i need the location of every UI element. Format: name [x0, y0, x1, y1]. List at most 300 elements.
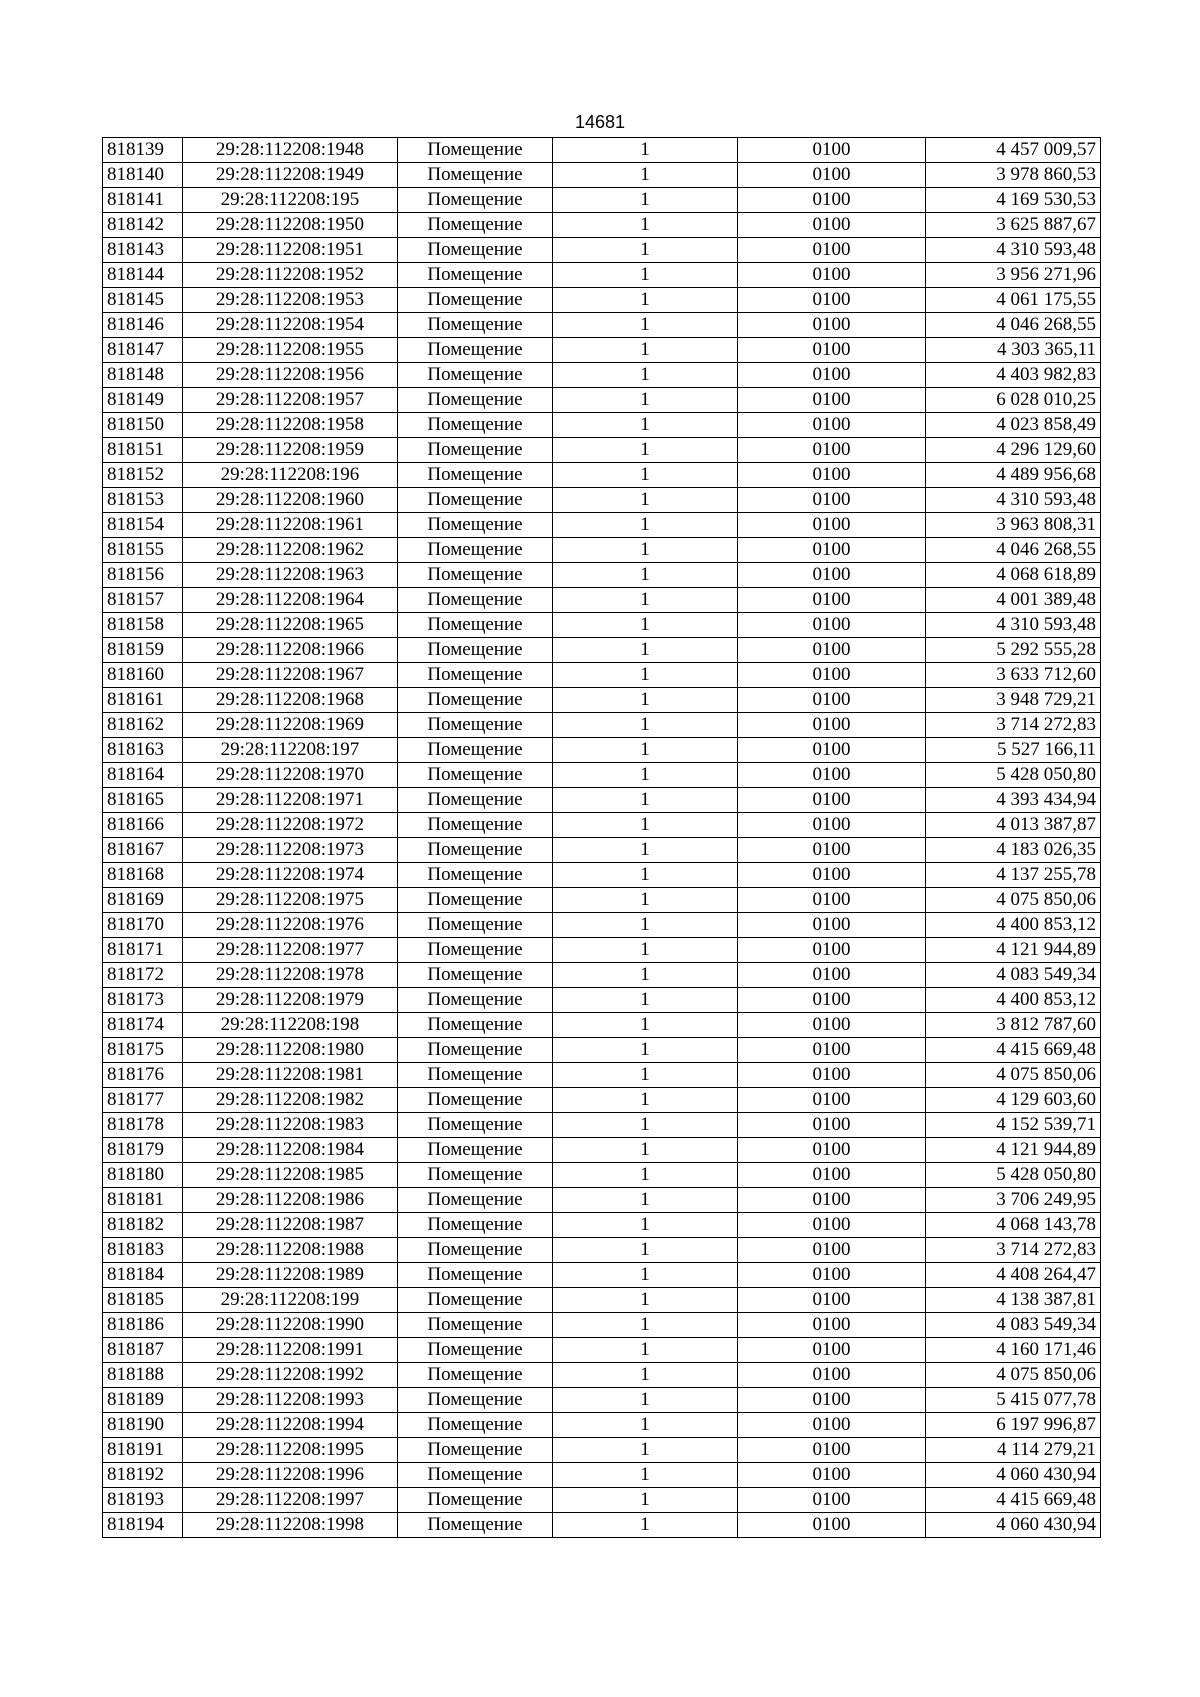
cadastral-number-cell: 29:28:112208:1970: [183, 763, 398, 788]
code-cell: 0100: [738, 813, 926, 838]
cadastral-value-cell: 4 068 618,89: [926, 563, 1101, 588]
table-row: [103, 1413, 1101, 1438]
object-type-cell: Помещение: [398, 1238, 553, 1263]
quantity-cell: 1: [553, 663, 738, 688]
code-cell: 0100: [738, 1163, 926, 1188]
row-number-cell: 818188: [103, 1363, 183, 1388]
quantity-cell: 1: [553, 1088, 738, 1113]
table-row: [103, 1438, 1101, 1463]
object-type-cell: Помещение: [398, 1488, 553, 1513]
object-type-cell: Помещение: [398, 1513, 553, 1538]
cadastral-number-cell: 29:28:112208:1953: [183, 288, 398, 313]
code-cell: 0100: [738, 838, 926, 863]
code-cell: 0100: [738, 313, 926, 338]
code-cell: 0100: [738, 1513, 926, 1538]
object-type-cell: Помещение: [398, 1163, 553, 1188]
row-number-cell: 818147: [103, 338, 183, 363]
cadastral-number-cell: 29:28:112208:1978: [183, 963, 398, 988]
cadastral-value-cell: 3 714 272,83: [926, 713, 1101, 738]
row-number-cell: 818187: [103, 1338, 183, 1363]
code-cell: 0100: [738, 263, 926, 288]
object-type-cell: Помещение: [398, 613, 553, 638]
cadastral-value-cell: 4 129 603,60: [926, 1088, 1101, 1113]
quantity-cell: 1: [553, 688, 738, 713]
quantity-cell: 1: [553, 1138, 738, 1163]
table-row: [103, 813, 1101, 838]
row-number-cell: 818164: [103, 763, 183, 788]
cadastral-value-cell: 5 415 077,78: [926, 1388, 1101, 1413]
table-row: [103, 938, 1101, 963]
table-row: [103, 1213, 1101, 1238]
code-cell: 0100: [738, 638, 926, 663]
table-row: [103, 613, 1101, 638]
code-cell: 0100: [738, 1288, 926, 1313]
quantity-cell: 1: [553, 1038, 738, 1063]
table-row: [103, 788, 1101, 813]
cadastral-value-cell: 3 706 249,95: [926, 1188, 1101, 1213]
table-row: [103, 963, 1101, 988]
code-cell: 0100: [738, 663, 926, 688]
table-row: [103, 213, 1101, 238]
cadastral-number-cell: 29:28:112208:195: [183, 188, 398, 213]
cadastral-number-cell: 29:28:112208:1957: [183, 388, 398, 413]
cadastral-number-cell: 29:28:112208:1979: [183, 988, 398, 1013]
cadastral-value-cell: 5 292 555,28: [926, 638, 1101, 663]
cadastral-number-cell: 29:28:112208:1983: [183, 1113, 398, 1138]
cadastral-number-cell: 29:28:112208:1996: [183, 1463, 398, 1488]
cadastral-number-cell: 29:28:112208:1991: [183, 1338, 398, 1363]
cadastral-number-cell: 29:28:112208:1963: [183, 563, 398, 588]
cadastral-value-cell: 4 152 539,71: [926, 1113, 1101, 1138]
row-number-cell: 818190: [103, 1413, 183, 1438]
row-number-cell: 818152: [103, 463, 183, 488]
cadastral-value-cell: 4 457 009,57: [926, 138, 1101, 163]
object-type-cell: Помещение: [398, 1138, 553, 1163]
code-cell: 0100: [738, 388, 926, 413]
object-type-cell: Помещение: [398, 313, 553, 338]
row-number-cell: 818178: [103, 1113, 183, 1138]
code-cell: 0100: [738, 213, 926, 238]
table-row: [103, 1513, 1101, 1538]
code-cell: 0100: [738, 888, 926, 913]
object-type-cell: Помещение: [398, 1038, 553, 1063]
quantity-cell: 1: [553, 1263, 738, 1288]
object-type-cell: Помещение: [398, 738, 553, 763]
cadastral-number-cell: 29:28:112208:1973: [183, 838, 398, 863]
table-row: [103, 1188, 1101, 1213]
quantity-cell: 1: [553, 1413, 738, 1438]
row-number-cell: 818141: [103, 188, 183, 213]
object-type-cell: Помещение: [398, 288, 553, 313]
object-type-cell: Помещение: [398, 938, 553, 963]
row-number-cell: 818174: [103, 1013, 183, 1038]
cadastral-value-cell: 5 527 166,11: [926, 738, 1101, 763]
cadastral-number-cell: 29:28:112208:1987: [183, 1213, 398, 1238]
quantity-cell: 1: [553, 713, 738, 738]
code-cell: 0100: [738, 1038, 926, 1063]
cadastral-value-cell: 4 023 858,49: [926, 413, 1101, 438]
cadastral-value-cell: 3 956 271,96: [926, 263, 1101, 288]
object-type-cell: Помещение: [398, 1213, 553, 1238]
table-row: [103, 638, 1101, 663]
table-row: [103, 1088, 1101, 1113]
cadastral-value-cell: 4 013 387,87: [926, 813, 1101, 838]
cadastral-value-cell: 3 714 272,83: [926, 1238, 1101, 1263]
cadastral-number-cell: 29:28:112208:1962: [183, 538, 398, 563]
cadastral-number-cell: 29:28:112208:1974: [183, 863, 398, 888]
quantity-cell: 1: [553, 488, 738, 513]
code-cell: 0100: [738, 1338, 926, 1363]
quantity-cell: 1: [553, 613, 738, 638]
cadastral-number-cell: 29:28:112208:199: [183, 1288, 398, 1313]
object-type-cell: Помещение: [398, 388, 553, 413]
row-number-cell: 818183: [103, 1238, 183, 1263]
quantity-cell: 1: [553, 438, 738, 463]
code-cell: 0100: [738, 613, 926, 638]
table-body: [103, 138, 1101, 1538]
object-type-cell: Помещение: [398, 1313, 553, 1338]
table-row: [103, 1313, 1101, 1338]
object-type-cell: Помещение: [398, 688, 553, 713]
code-cell: 0100: [738, 138, 926, 163]
cadastral-number-cell: 29:28:112208:1988: [183, 1238, 398, 1263]
code-cell: 0100: [738, 763, 926, 788]
table-row: [103, 1288, 1101, 1313]
cadastral-value-cell: 4 075 850,06: [926, 1063, 1101, 1088]
table-row: [103, 1038, 1101, 1063]
quantity-cell: 1: [553, 288, 738, 313]
table-row: [103, 913, 1101, 938]
quantity-cell: 1: [553, 463, 738, 488]
code-cell: 0100: [738, 963, 926, 988]
quantity-cell: 1: [553, 1013, 738, 1038]
quantity-cell: 1: [553, 988, 738, 1013]
object-type-cell: Помещение: [398, 1338, 553, 1363]
quantity-cell: 1: [553, 138, 738, 163]
cadastral-number-cell: 29:28:112208:197: [183, 738, 398, 763]
table-row: [103, 1113, 1101, 1138]
table-row: [103, 563, 1101, 588]
code-cell: 0100: [738, 438, 926, 463]
row-number-cell: 818159: [103, 638, 183, 663]
row-number-cell: 818146: [103, 313, 183, 338]
object-type-cell: Помещение: [398, 263, 553, 288]
object-type-cell: Помещение: [398, 413, 553, 438]
object-type-cell: Помещение: [398, 1413, 553, 1438]
code-cell: 0100: [738, 688, 926, 713]
quantity-cell: 1: [553, 863, 738, 888]
cadastral-value-cell: 4 415 669,48: [926, 1038, 1101, 1063]
cadastral-number-cell: 29:28:112208:1980: [183, 1038, 398, 1063]
row-number-cell: 818163: [103, 738, 183, 763]
code-cell: 0100: [738, 1313, 926, 1338]
row-number-cell: 818145: [103, 288, 183, 313]
object-type-cell: Помещение: [398, 1088, 553, 1113]
cadastral-value-cell: 4 310 593,48: [926, 238, 1101, 263]
code-cell: 0100: [738, 1013, 926, 1038]
quantity-cell: 1: [553, 1388, 738, 1413]
object-type-cell: Помещение: [398, 663, 553, 688]
table-row: [103, 863, 1101, 888]
table-row: [103, 1138, 1101, 1163]
quantity-cell: 1: [553, 363, 738, 388]
object-type-cell: Помещение: [398, 913, 553, 938]
code-cell: 0100: [738, 1213, 926, 1238]
cadastral-number-cell: 29:28:112208:1967: [183, 663, 398, 688]
cadastral-number-cell: 29:28:112208:1997: [183, 1488, 398, 1513]
object-type-cell: Помещение: [398, 188, 553, 213]
object-type-cell: Помещение: [398, 763, 553, 788]
code-cell: 0100: [738, 288, 926, 313]
table-row: [103, 888, 1101, 913]
code-cell: 0100: [738, 738, 926, 763]
table-row: [103, 1263, 1101, 1288]
code-cell: 0100: [738, 563, 926, 588]
object-type-cell: Помещение: [398, 838, 553, 863]
row-number-cell: 818189: [103, 1388, 183, 1413]
object-type-cell: Помещение: [398, 813, 553, 838]
cadastral-value-cell: 4 310 593,48: [926, 488, 1101, 513]
code-cell: 0100: [738, 588, 926, 613]
row-number-cell: 818172: [103, 963, 183, 988]
code-cell: 0100: [738, 338, 926, 363]
cadastral-value-cell: 3 978 860,53: [926, 163, 1101, 188]
cadastral-value-cell: 4 400 853,12: [926, 988, 1101, 1013]
cadastral-number-cell: 29:28:112208:1955: [183, 338, 398, 363]
code-cell: 0100: [738, 488, 926, 513]
row-number-cell: 818173: [103, 988, 183, 1013]
row-number-cell: 818154: [103, 513, 183, 538]
object-type-cell: Помещение: [398, 1188, 553, 1213]
quantity-cell: 1: [553, 938, 738, 963]
cadastral-value-cell: 4 138 387,81: [926, 1288, 1101, 1313]
quantity-cell: 1: [553, 213, 738, 238]
code-cell: 0100: [738, 513, 926, 538]
cadastral-value-cell: 4 393 434,94: [926, 788, 1101, 813]
cadastral-number-cell: 29:28:112208:1990: [183, 1313, 398, 1338]
table-row: [103, 738, 1101, 763]
code-cell: 0100: [738, 938, 926, 963]
cadastral-value-cell: 4 489 956,68: [926, 463, 1101, 488]
quantity-cell: 1: [553, 1188, 738, 1213]
object-type-cell: Помещение: [398, 138, 553, 163]
code-cell: 0100: [738, 863, 926, 888]
table-row: [103, 538, 1101, 563]
code-cell: 0100: [738, 363, 926, 388]
row-number-cell: 818192: [103, 1463, 183, 1488]
cadastral-value-cell: 4 415 669,48: [926, 1488, 1101, 1513]
code-cell: 0100: [738, 463, 926, 488]
quantity-cell: 1: [553, 813, 738, 838]
row-number-cell: 818191: [103, 1438, 183, 1463]
table-row: [103, 238, 1101, 263]
row-number-cell: 818179: [103, 1138, 183, 1163]
row-number-cell: 818186: [103, 1313, 183, 1338]
code-cell: 0100: [738, 163, 926, 188]
quantity-cell: 1: [553, 1488, 738, 1513]
cadastral-value-cell: 4 083 549,34: [926, 963, 1101, 988]
row-number-cell: 818169: [103, 888, 183, 913]
code-cell: 0100: [738, 1438, 926, 1463]
table-row: [103, 838, 1101, 863]
row-number-cell: 818167: [103, 838, 183, 863]
object-type-cell: Помещение: [398, 1013, 553, 1038]
cadastral-number-cell: 29:28:112208:1985: [183, 1163, 398, 1188]
cadastral-value-cell: 4 114 279,21: [926, 1438, 1101, 1463]
cadastral-number-cell: 29:28:112208:1998: [183, 1513, 398, 1538]
row-number-cell: 818165: [103, 788, 183, 813]
quantity-cell: 1: [553, 1163, 738, 1188]
code-cell: 0100: [738, 413, 926, 438]
quantity-cell: 1: [553, 588, 738, 613]
table-row: [103, 263, 1101, 288]
page-number: 14681: [574, 112, 626, 132]
quantity-cell: 1: [553, 238, 738, 263]
cadastral-value-cell: 3 633 712,60: [926, 663, 1101, 688]
cadastral-number-cell: 29:28:112208:1954: [183, 313, 398, 338]
object-type-cell: Помещение: [398, 1113, 553, 1138]
cadastral-number-cell: 29:28:112208:1960: [183, 488, 398, 513]
quantity-cell: 1: [553, 1313, 738, 1338]
row-number-cell: 818182: [103, 1213, 183, 1238]
table-row: [103, 338, 1101, 363]
quantity-cell: 1: [553, 313, 738, 338]
row-number-cell: 818176: [103, 1063, 183, 1088]
cadastral-value-cell: 4 046 268,55: [926, 538, 1101, 563]
cadastral-value-cell: 4 068 143,78: [926, 1213, 1101, 1238]
table-row: [103, 313, 1101, 338]
cadastral-number-cell: 29:28:112208:1982: [183, 1088, 398, 1113]
row-number-cell: 818170: [103, 913, 183, 938]
table-row: [103, 463, 1101, 488]
cadastral-value-cell: 4 121 944,89: [926, 938, 1101, 963]
row-number-cell: 818162: [103, 713, 183, 738]
row-number-cell: 818166: [103, 813, 183, 838]
code-cell: 0100: [738, 1488, 926, 1513]
code-cell: 0100: [738, 1138, 926, 1163]
table-row: [103, 1388, 1101, 1413]
row-number-cell: 818194: [103, 1513, 183, 1538]
row-number-cell: 818181: [103, 1188, 183, 1213]
quantity-cell: 1: [553, 638, 738, 663]
cadastral-value-cell: 4 403 982,83: [926, 363, 1101, 388]
cadastral-number-cell: 29:28:112208:1958: [183, 413, 398, 438]
object-type-cell: Помещение: [398, 213, 553, 238]
table-row: [103, 513, 1101, 538]
row-number-cell: 818142: [103, 213, 183, 238]
cadastral-value-cell: 4 075 850,06: [926, 1363, 1101, 1388]
row-number-cell: 818184: [103, 1263, 183, 1288]
object-type-cell: Помещение: [398, 1388, 553, 1413]
table-row: [103, 413, 1101, 438]
cadastral-number-cell: 29:28:112208:1951: [183, 238, 398, 263]
code-cell: 0100: [738, 1088, 926, 1113]
row-number-cell: 818150: [103, 413, 183, 438]
row-number-cell: 818161: [103, 688, 183, 713]
quantity-cell: 1: [553, 838, 738, 863]
quantity-cell: 1: [553, 263, 738, 288]
cadastral-value-cell: 4 183 026,35: [926, 838, 1101, 863]
table-row: [103, 488, 1101, 513]
quantity-cell: 1: [553, 1213, 738, 1238]
row-number-cell: 818185: [103, 1288, 183, 1313]
cadastral-value-cell: 4 400 853,12: [926, 913, 1101, 938]
cadastral-number-cell: 29:28:112208:1989: [183, 1263, 398, 1288]
cadastral-value-cell: 4 160 171,46: [926, 1338, 1101, 1363]
quantity-cell: 1: [553, 163, 738, 188]
row-number-cell: 818160: [103, 663, 183, 688]
table-row: [103, 713, 1101, 738]
cadastral-value-cell: 4 001 389,48: [926, 588, 1101, 613]
quantity-cell: 1: [553, 1288, 738, 1313]
table-row: [103, 763, 1101, 788]
table-row: [103, 438, 1101, 463]
table-row: [103, 163, 1101, 188]
cadastral-value-cell: 4 121 944,89: [926, 1138, 1101, 1163]
cadastral-number-cell: 29:28:112208:1977: [183, 938, 398, 963]
object-type-cell: Помещение: [398, 713, 553, 738]
object-type-cell: Помещение: [398, 338, 553, 363]
quantity-cell: 1: [553, 338, 738, 363]
quantity-cell: 1: [553, 1513, 738, 1538]
code-cell: 0100: [738, 788, 926, 813]
cadastral-number-cell: 29:28:112208:1965: [183, 613, 398, 638]
cadastral-value-cell: 5 428 050,80: [926, 763, 1101, 788]
cadastral-value-cell: 6 197 996,87: [926, 1413, 1101, 1438]
table-row: [103, 1013, 1101, 1038]
object-type-cell: Помещение: [398, 1463, 553, 1488]
code-cell: 0100: [738, 538, 926, 563]
object-type-cell: Помещение: [398, 638, 553, 663]
object-type-cell: Помещение: [398, 1288, 553, 1313]
quantity-cell: 1: [553, 888, 738, 913]
cadastral-number-cell: 29:28:112208:1961: [183, 513, 398, 538]
table-row: [103, 288, 1101, 313]
row-number-cell: 818151: [103, 438, 183, 463]
cadastral-number-cell: 29:28:112208:1994: [183, 1413, 398, 1438]
cadastral-number-cell: 29:28:112208:1986: [183, 1188, 398, 1213]
cadastral-number-cell: 29:28:112208:1966: [183, 638, 398, 663]
table-row: [103, 188, 1101, 213]
row-number-cell: 818157: [103, 588, 183, 613]
quantity-cell: 1: [553, 513, 738, 538]
cadastral-value-cell: 4 060 430,94: [926, 1463, 1101, 1488]
quantity-cell: 1: [553, 738, 738, 763]
table-row: [103, 688, 1101, 713]
quantity-cell: 1: [553, 413, 738, 438]
code-cell: 0100: [738, 1063, 926, 1088]
cadastral-value-cell: 4 075 850,06: [926, 888, 1101, 913]
cadastral-number-cell: 29:28:112208:1959: [183, 438, 398, 463]
cadastral-number-cell: 29:28:112208:1995: [183, 1438, 398, 1463]
table-row: [103, 363, 1101, 388]
table-row: [103, 1238, 1101, 1263]
quantity-cell: 1: [553, 1113, 738, 1138]
cadastral-number-cell: 29:28:112208:1972: [183, 813, 398, 838]
cadastral-number-cell: 29:28:112208:1971: [183, 788, 398, 813]
object-type-cell: Помещение: [398, 463, 553, 488]
object-type-cell: Помещение: [398, 1063, 553, 1088]
object-type-cell: Помещение: [398, 163, 553, 188]
quantity-cell: 1: [553, 1463, 738, 1488]
object-type-cell: Помещение: [398, 888, 553, 913]
code-cell: 0100: [738, 1263, 926, 1288]
row-number-cell: 818149: [103, 388, 183, 413]
code-cell: 0100: [738, 1188, 926, 1213]
cadastral-value-cell: 6 028 010,25: [926, 388, 1101, 413]
quantity-cell: 1: [553, 963, 738, 988]
code-cell: 0100: [738, 1413, 926, 1438]
